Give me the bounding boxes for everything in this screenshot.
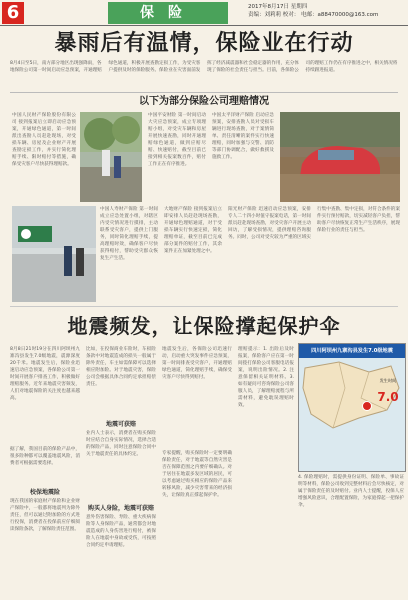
story-1-subhead: 以下为部分保险公司理赔情况 — [139, 96, 269, 107]
insurer-text-6: 阳光财产保险 迅速启动应急预案，安排专人二十四小时值守报案电话，第一时间派员赶赴现场查勘，对受灾客户开展主动回访，了解受损情况，提供理赔咨询服务。同时，公司对受灾较为严重的区域实行集中查勘、集中定损，对符合条件的案件实行预付赔款，切实减轻客户负担，帮助客户尽快恢复正常生产生活秩序，展现保险行业的责任与担当。 — [228, 207, 400, 240]
insurer-text-1: 中国人民财产保险股份有限公司 接到报案后立即启动应急预案，开通绿色通道，第一时间派出查勘人员赶赴现场，对受损车辆、房屋及企业财产开展查勘定损工作，并实行简化理赔手续、限时赔付等措施，确保受灾客户尽快获得理赔款。 — [12, 113, 76, 167]
insurer-text-3: 中国太平洋财产保险 启动应急预案，安排查勘人员对受损车辆进行现场查勘，对于案情简单、责任清晰的案件实行快速理赔，同时加强与交警、消防等部门协调配合，做好救援及施救工作。 — [212, 113, 274, 160]
insurer-text-2: 中国平安财险 第一时间启动大灾应急预案，成立专项理赔小组，对受灾车辆和房屋开展快速查勘，同时开通理赔绿色通道，做到应赔尽赔、快速赔付，截至目前已接到相关报案数百件，赔付工作正在有序推进。 — [148, 113, 206, 167]
story-2-text-9: 理赔提示：1. 出险后及时报案，保险客户应在第一时间拨打保险公司客服电话报案，说明出险情况。2. 注意保留相关证明材料。3. 如有疑问可咨询保险公司客服人员，了解理赔流程与所需材料，避免耽误理赔时效。 — [238, 347, 294, 408]
story-1-headline: 暴雨后有温情，保险业在行动 — [54, 31, 354, 56]
section-divider-2 — [10, 306, 398, 307]
story-2-subhead-1: 校保地震险 — [29, 489, 60, 496]
story-2-text-2: 据了解，我国目前的保险产品中，很多险种都可以覆盖地震风险，消费者可根据需要选择。 — [10, 447, 80, 466]
earthquake-map — [298, 343, 406, 472]
story-1-intro-text: 8月4日至5日，南方部分地区出现强降雨，各地保险公司第一时间启动应急预案，开通理赔绿色通道，积极开展查勘定损工作，为受灾客户提供及时的保险服务。保险业在灾害面前发挥了经济减震器和社会稳定器的作用，充分体现了保险的社会责任与担当。目前，各保险公司的理赔工作仍在有序推进之中，相关情况将持续跟进报道。 — [10, 61, 398, 73]
map-magnitude: 7.0 — [377, 390, 399, 404]
section-divider — [10, 92, 398, 93]
story-2-subhead-insert: 地震可获赔 — [105, 421, 136, 428]
insurer-text-5: 大地财产保险 接到报案后立即安排人员赶赴现场查勘，开通绿色理赔通道，对于受损车辆实行快速定损，简化理赔单证，截至目前已完成部分案件的赔付工作，其余案件正在加紧处理之中。 — [164, 207, 222, 254]
story-2-text-7: 地震发生后，各保险公司迅速行动，启动重大突发事件应急预案，第一时间排查受灾客户，开通理赔绿色通道，简化理赔手续，确保受灾客户尽快得到赔付。 — [162, 347, 232, 380]
masthead — [0, 0, 408, 26]
section-title: 保险 — [108, 2, 228, 24]
story-2-text-1: 8月8日21时19分在四川阿坝州九寨沟县发生7.0级地震，震源深度20千米。地震发生后，保险业迅速启动应急预案，各保险公司第一时间开展客户排查工作，积极做好理赔服务。近年来地震灾害频发，人们对地震保险的关注度也越来越高。 — [10, 347, 80, 401]
story-2-subhead-2: 购买人身险，地震可获赔 — [87, 505, 154, 512]
photo-flooded-street — [80, 112, 142, 202]
photo-flooded-car — [280, 112, 400, 202]
story-2-text-8: 专家提醒，购买保险时一定要明确保险责任，对于地震等自然灾害是否在保障范围之内要仔细确认。对于居住在地震多发区域的居民，可以考虑通过购买相应的保险产品来转移风险，减少灾害带来的经济损失，让保险真正撑起保护伞。 — [162, 451, 232, 498]
photo-insurer-branch — [12, 206, 96, 302]
map-time-label: 发生时间 — [379, 378, 397, 383]
insurer-text-4: 中国人寿财产保险 第一时间成立应急处置小组，对辖区内受灾情况进行摸排，主动联系受灾客户，提供上门服务，同时简化理赔手续，提高理赔时效，确保客户尽快获得赔付，帮助受灾群众恢复生产生活。 — [100, 207, 158, 261]
page-number: 6 — [2, 2, 24, 24]
story-2-text-6: 意外伤害保险、寿险、重大疾病保险等人身保险产品，通常都会对地震造成的人身伤害进行赔付，被保险人在地震中身故或受伤，可按照合同约定申请理赔。 — [86, 515, 156, 548]
masthead-meta — [248, 3, 378, 19]
map-title: 四川阿坝州九寨沟县发生7.0级地震 — [299, 344, 405, 358]
epicenter-marker — [362, 401, 372, 411]
story-2-text-10: 4. 保险理赔时，需提供身份证明、保险单、事故证明等材料，保险公司收到完整材料后会尽快核定，对属于保险责任的及时赔付。业内人士提醒，投保人应增强风险意识，合理配置保险，为家庭撑起一把保护伞。 — [298, 475, 404, 508]
story-2-text-5: 业内人士表示，消费者在购买保险时应结合自身实际情况，选择合适的保险产品，同时注意保险合同中关于地震责任的具体约定。 — [86, 431, 156, 457]
story-2-text-4: 比如，在投保商业车险时，车损险条款中对地震造成的损失一般属于除外责任，车主如需保障可以选择相应附加险。对于地震灾害，保险公司会根据具体合同约定承担赔偿责任。 — [86, 347, 156, 387]
issue-date: 2017年8月17日 星期四 — [248, 4, 308, 10]
story-2-headline: 地震频发，让保险撑起保护伞 — [67, 314, 341, 338]
story-2-text-3: 现在我国的家庭财产保险和企业财产保险中，一般都将地震列为除外责任，但可以通过附加险的方式进行投保，消费者在投保前应仔细阅读保险条款，了解保险责任范围。 — [10, 499, 80, 532]
editor-line: 责编：刘莉莉 校对： 电邮：a88470000@163.com — [248, 12, 379, 18]
masthead-rule — [0, 25, 408, 26]
